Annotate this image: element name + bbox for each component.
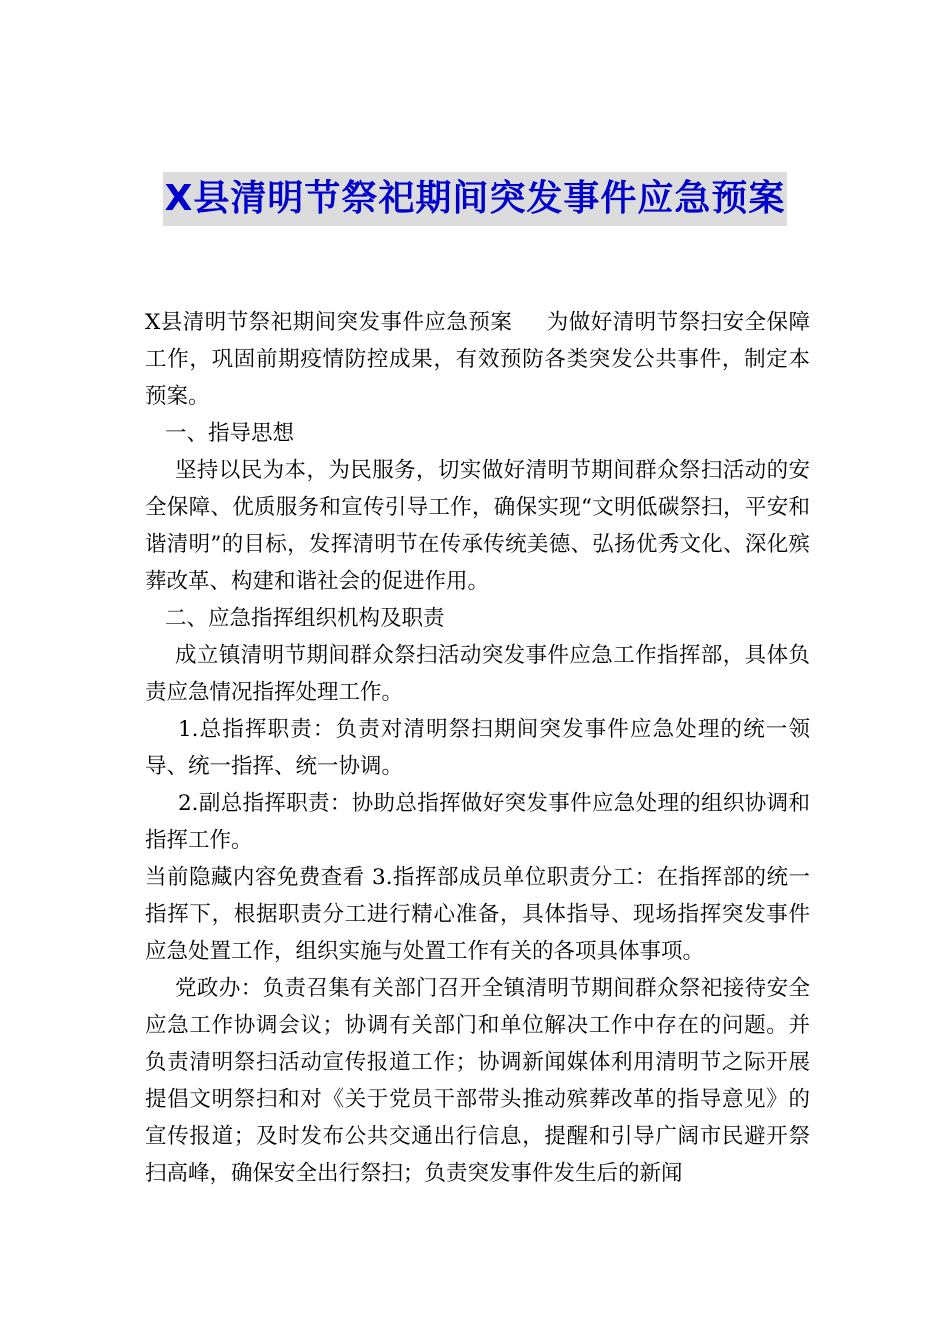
document-body (145, 304, 810, 1192)
heading-guiding-ideology: 一、指导思想 (165, 421, 295, 446)
item-chief-commander: 1.总指挥职责：负责对清明祭扫期间突发事件应急处理的统一领导、统一指挥、统一协调。 (145, 717, 810, 779)
intro-lead: X县清明节祭祀期间突发事件应急预案 (145, 310, 513, 335)
item-deputy-commander: 2.副总指挥职责：协助总指挥做好突发事件应急处理的组织协调和指挥工作。 (145, 791, 810, 853)
hidden-content-link[interactable]: 当前隐藏内容免费查看 (145, 865, 365, 890)
paragraph-command-hq: 成立镇清明节期间群众祭扫活动突发事件应急工作指挥部，具体负责应急情况指挥处理工作。 (145, 643, 810, 705)
paragraph-guiding-ideology: 坚持以民为本，为民服务，切实做好清明节期间群众祭扫活动的安全保障、优质服务和宣传引导工作，确保实现“文明低碳祭扫，平安和谐清明”的目标，发挥清明节在传承传统美德、弘扬优秀文化、深化殡葬改革、构建和谐社会的促进作用。 (145, 458, 810, 594)
paragraph-member-duties (145, 859, 810, 970)
item-member-duties: 3.指挥部成员单位职责分工：在指挥部的统一指挥下，根据职责分工进行精心准备，具体指导、现场指挥突发事件应急处置工作，组织实施与处置工作有关的各项具体事项。 (145, 865, 810, 964)
intro-paragraph (145, 304, 810, 415)
title-block (0, 172, 950, 226)
intro-rest: 为做好清明节祭扫安全保障工作，巩固前期疫情防控成果，有效预防各类突发公共事件，制定本预案。 (145, 310, 810, 409)
page-title: X县清明节祭祀期间突发事件应急预案 (163, 172, 788, 226)
paragraph-party-office: 党政办：负责召集有关部门召开全镇清明节期间群众祭祀接待安全应急工作协调会议；协调有关部门和单位解决工作中存在的问题。并负责清明祭扫活动宣传报道工作；协调新闻媒体利用清明节之际开展提倡文明祭扫和对《关于党员干部带头推动殡葬改革的指导意见》的宣传报道；及时发布公共交通出行信息，提醒和引导广阔市民避开祭扫高峰，确保安全出行祭扫；负责突发事件发生后的新闻 (145, 976, 810, 1186)
heading-command-organization: 二、应急指挥组织机构及职责 (165, 606, 445, 631)
